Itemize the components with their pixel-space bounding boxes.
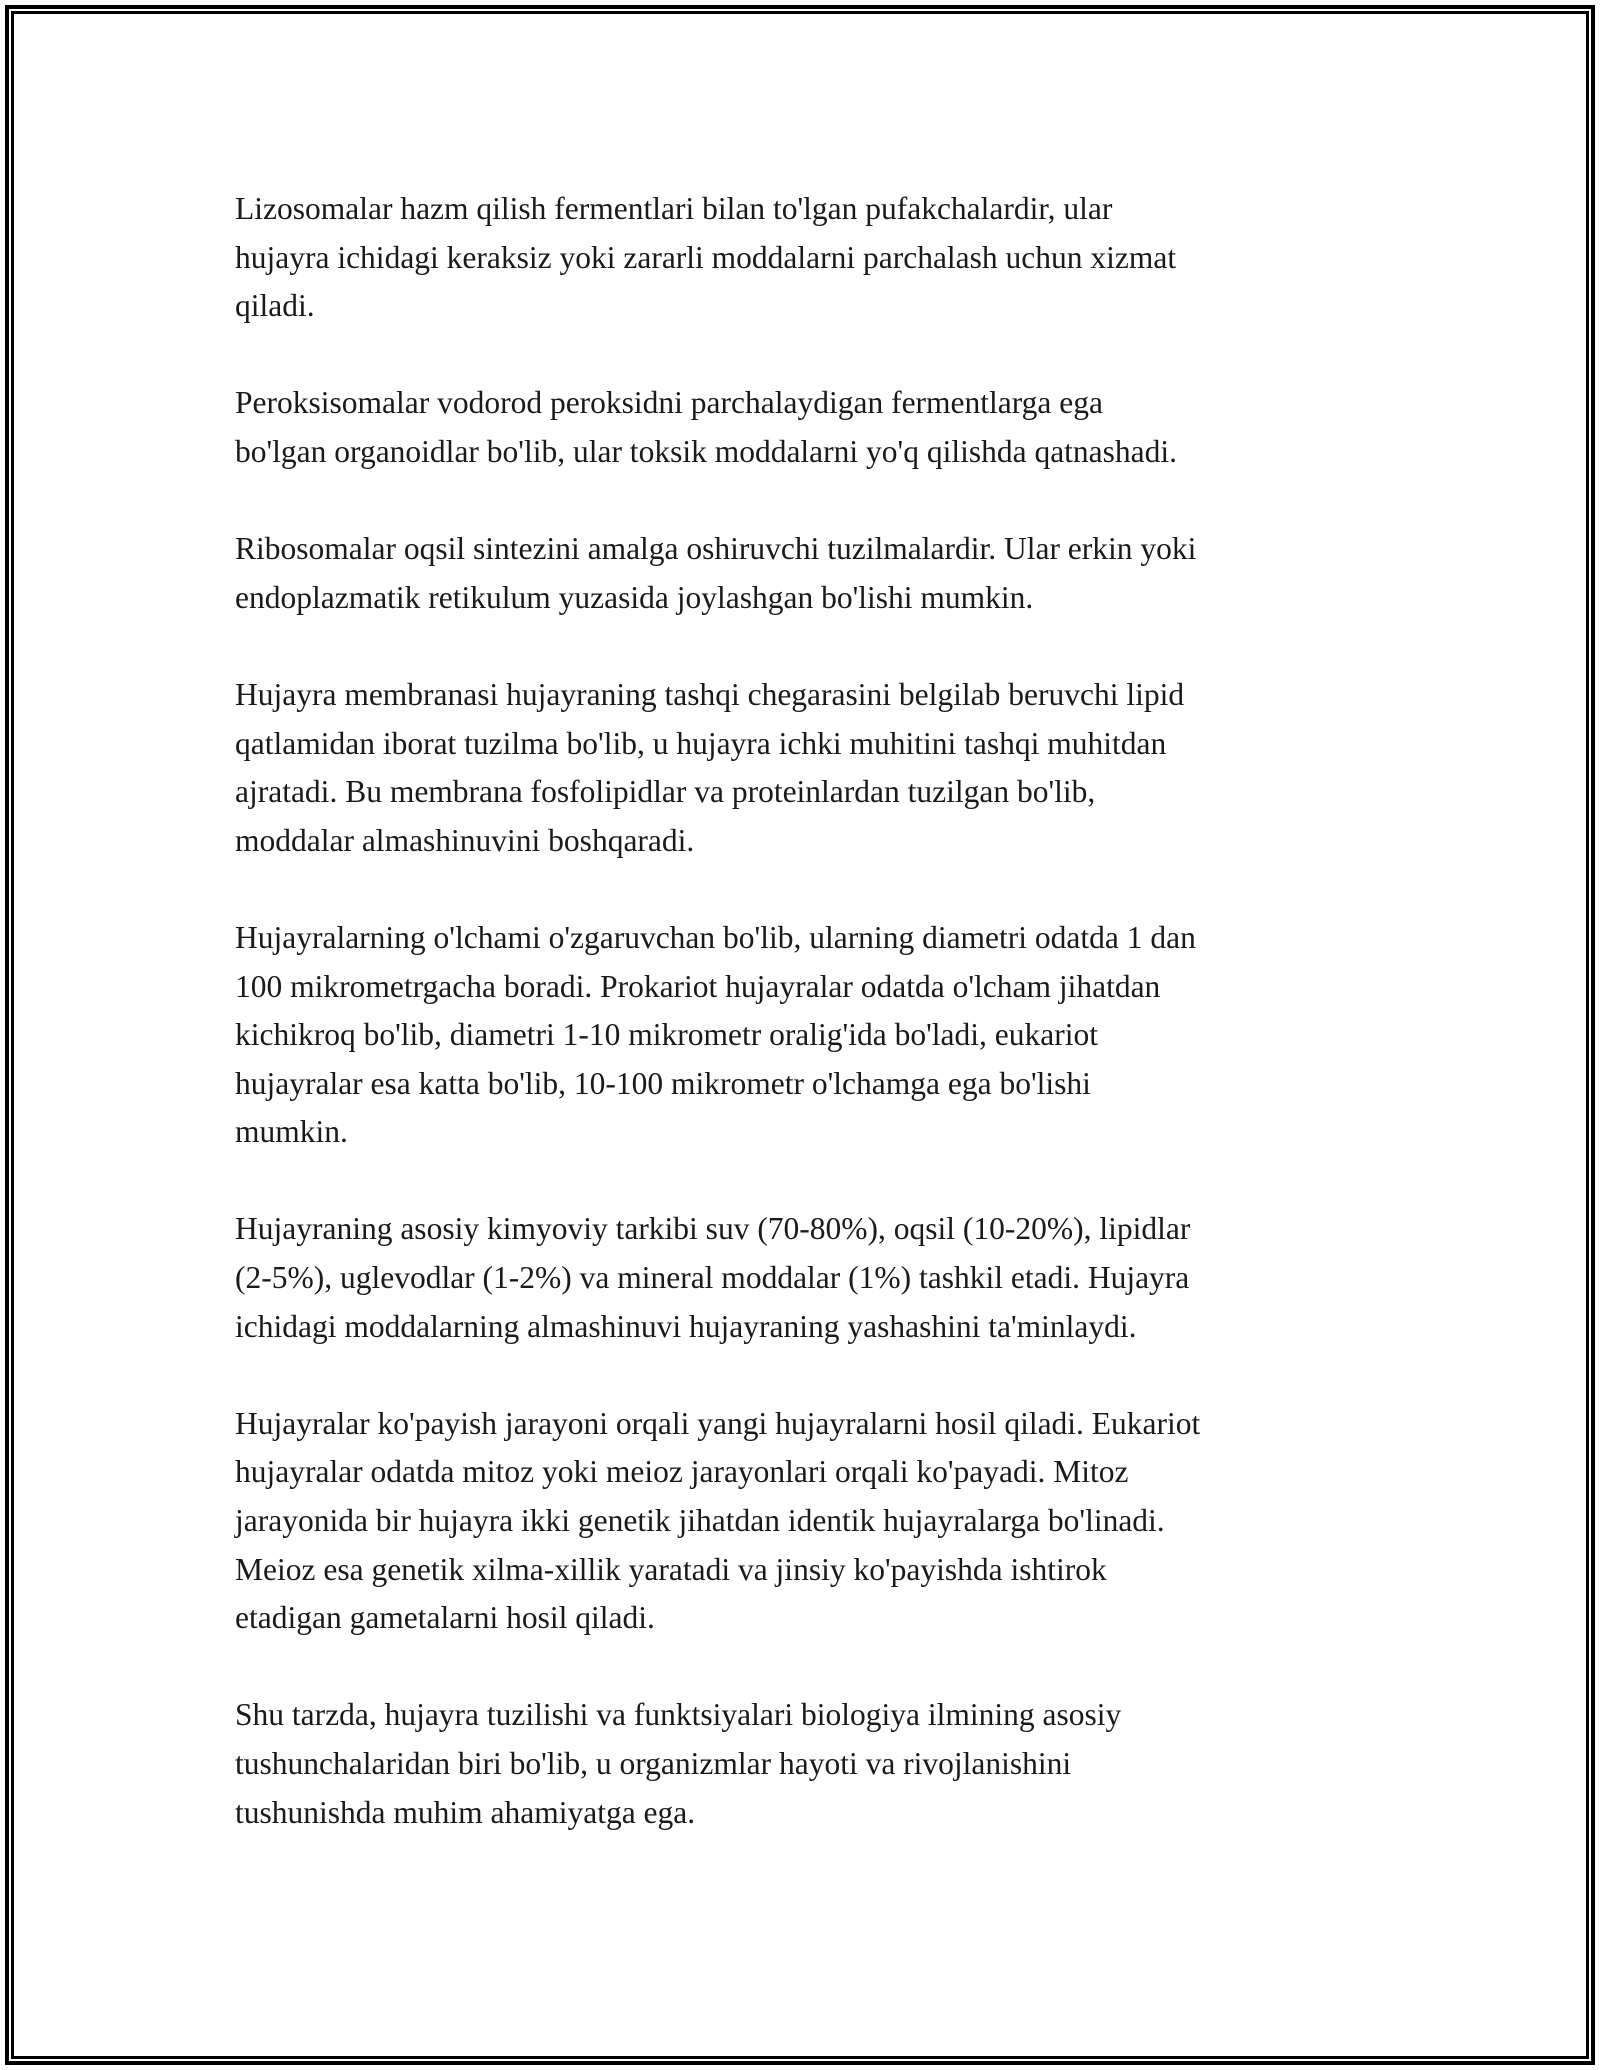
paragraph-kopayish: Hujayralar ko'payish jarayoni orqali yangi hujayralarni hosil qiladi. Eukariot hujayralar odatda mitoz yoki meioz jarayonlari orqali ko'payadi. Mitoz jarayonida bir hujayra ikki genetik jihatdan identik hujayralarga bo'linadi. Meioz esa genetik xilma-xillik yaratadi va jinsiy ko'payishda ishtirok etadigan gametalarni hosil qiladi. (235, 1405, 1201, 1636)
paragraph-ribosomalar: Ribosomalar oqsil sintezini amalga oshiruvchi tuzilmalardir. Ular erkin yoki endoplazmatik retikulum yuzasida joylashgan bo'lishi mumkin. (235, 531, 1197, 615)
paragraph-peroksisomalar: Peroksisomalar vodorod peroksidni parchalaydigan fermentlarga ega bo'lgan organoidlar bo'lib, ular toksik moddalarni yo'q qilishda qatnashadi. (235, 385, 1178, 469)
paragraph-kimyoviy-tarkib: Hujayraning asosiy kimyoviy tarkibi suv (70-80%), oqsil (10-20%), lipidlar (2-5%), uglevodlar (1-2%) va mineral moddalar (1%) tashkil etadi. Hujayra ichidagi moddalarning almashinuvi hujayraning yashashini ta'minlaydi. (235, 1211, 1191, 1344)
paragraph-lizosomalar: Lizosomalar hazm qilish fermentlari bilan to'lgan pufakchalardir, ular hujayra ichidagi keraksiz yoki zararli moddalarni parchalash uchun xizmat qiladi. (235, 191, 1177, 324)
paragraph-hujayra-membranasi: Hujayra membranasi hujayraning tashqi chegarasini belgilab beruvchi lipid qatlamidan iborat tuzilma bo'lib, u hujayra ichki muhitini tashqi muhitdan ajratadi. Bu membrana fosfolipidlar va proteinlardan tuzilgan bo'lib, moddalar almashinuvini boshqaradi. (235, 676, 1185, 858)
document-body (235, 185, 1385, 1886)
paragraph-xulosa: Shu tarzda, hujayra tuzilishi va funktsiyalari biologiya ilmining asosiy tushunchalaridan biri bo'lib, u organizmlar hayoti va rivojlanishini tushunishda muhim ahamiyatga ega. (235, 1697, 1122, 1830)
paragraph-hujayra-olchami: Hujayralarning o'lchami o'zgaruvchan bo'lib, ularning diametri odatda 1 dan 100 mikrometrgacha boradi. Prokariot hujayralar odatda o'lcham jihatdan kichikroq bo'lib, diametri 1-10 mikrometr oralig'ida bo'ladi, eukariot hujayralar esa katta bo'lib, 10-100 mikrometr o'lchamga ega bo'lishi mumkin. (235, 919, 1196, 1150)
